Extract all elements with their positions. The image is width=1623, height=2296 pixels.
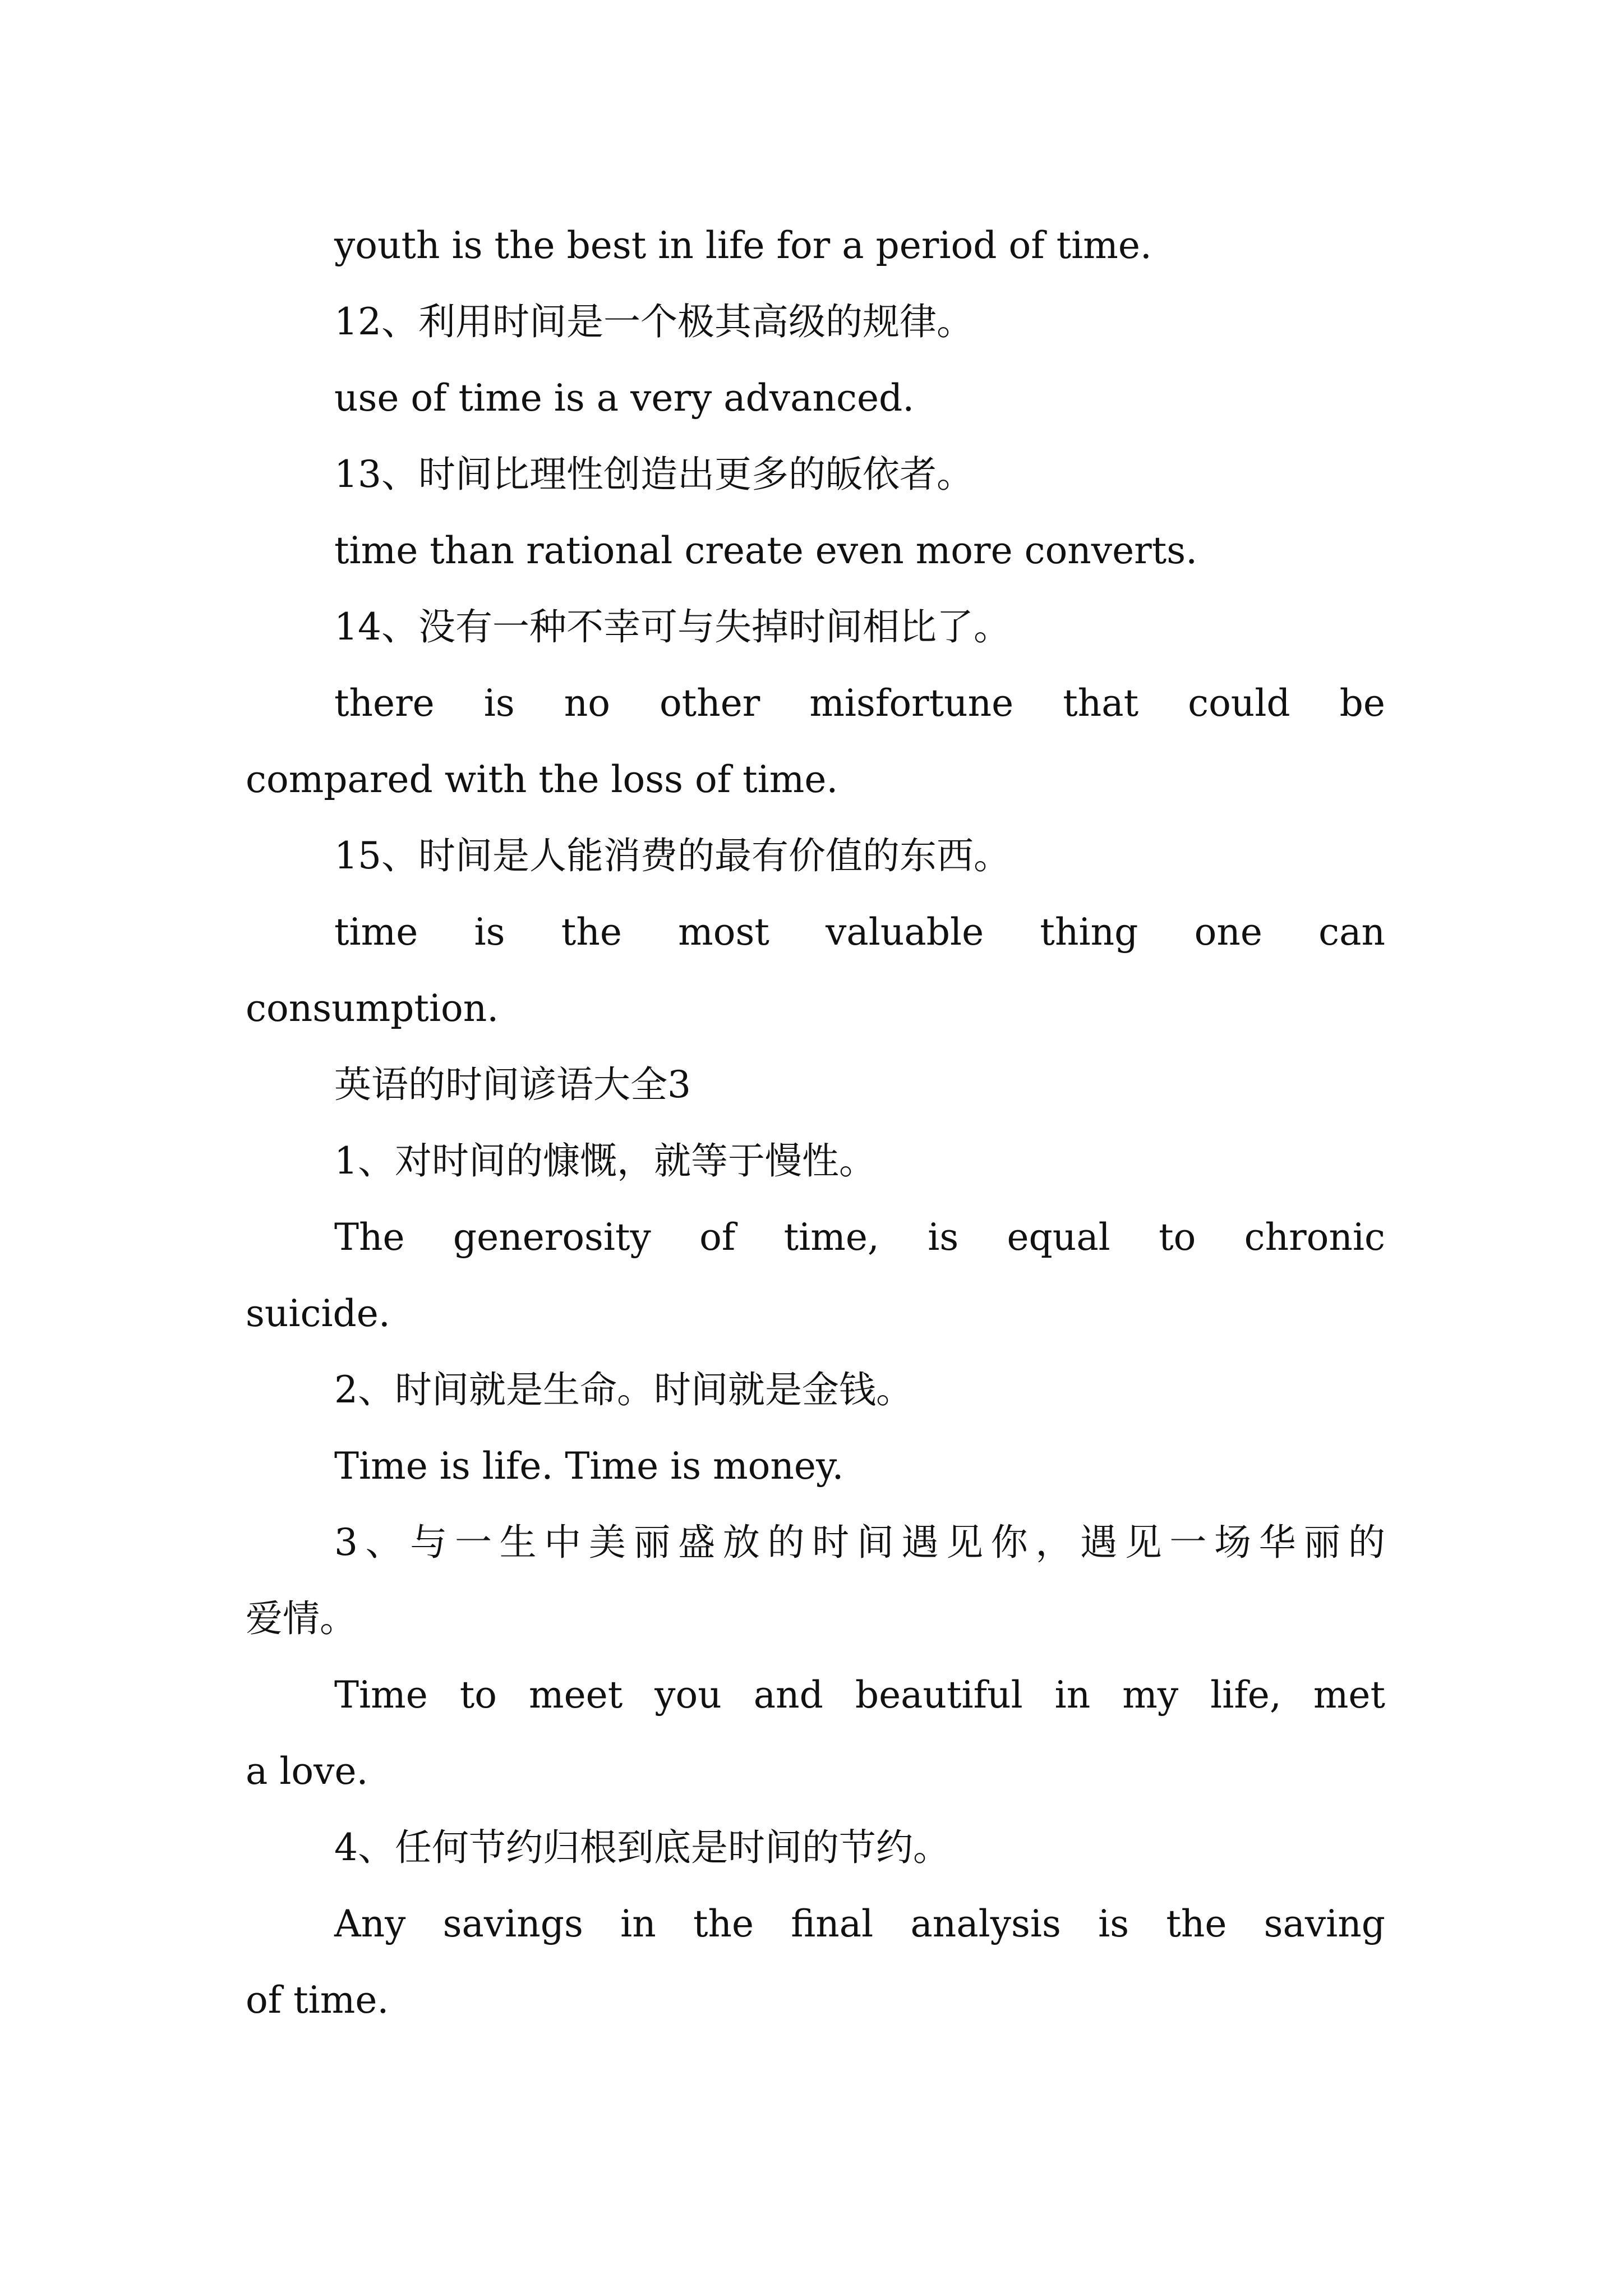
text-line-english: of time. (246, 1978, 389, 2022)
text-line-english: use of time is a very advanced. (334, 376, 915, 420)
text-line-english: Time to meet you and beautiful in my life, met (334, 1673, 1385, 1717)
proverb-2-chinese: 2、时间就是生命。时间就是金钱。 (334, 1368, 913, 1411)
proverb-4-chinese: 4、任何节约归根到底是时间的节约。 (334, 1826, 950, 1869)
text-line-english: a love. (246, 1750, 368, 1793)
text-line-english: Any savings in the final analysis is the saving (334, 1902, 1385, 1945)
text-line-english: The generosity of time, is equal to chronic (334, 1216, 1385, 1259)
text-line-english: compared with the loss of time. (246, 758, 838, 801)
text-line-english: youth is the best in life for a period of time. (334, 224, 1152, 267)
text-line-english: there is no other misfortune that could be (334, 682, 1385, 725)
proverb-14-chinese: 14、没有一种不幸可与失掉时间相比了。 (334, 605, 1011, 648)
text-line-chinese: 爱情。 (246, 1597, 357, 1640)
proverb-13-chinese: 13、时间比理性创造出更多的皈依者。 (334, 453, 974, 496)
text-line-english: time than rational create even more converts. (334, 529, 1198, 572)
proverb-15-chinese: 15、时间是人能消费的最有价值的东西。 (334, 834, 1011, 877)
proverb-12-chinese: 12、利用时间是一个极其高级的规律。 (334, 300, 974, 343)
text-line-english: consumption. (246, 987, 499, 1030)
text-line-english: Time is life. Time is money. (334, 1444, 844, 1488)
text-line-english: time is the most valuable thing one can (334, 910, 1385, 954)
text-line-english: suicide. (246, 1292, 390, 1335)
proverb-3-chinese: 3、与一生中美丽盛放的时间遇见你，遇见一场华丽的 (334, 1521, 1385, 1564)
proverb-1-chinese: 1、对时间的慷慨，就等于慢性。 (334, 1139, 876, 1182)
section-heading: 英语的时间谚语大全3 (334, 1063, 691, 1106)
